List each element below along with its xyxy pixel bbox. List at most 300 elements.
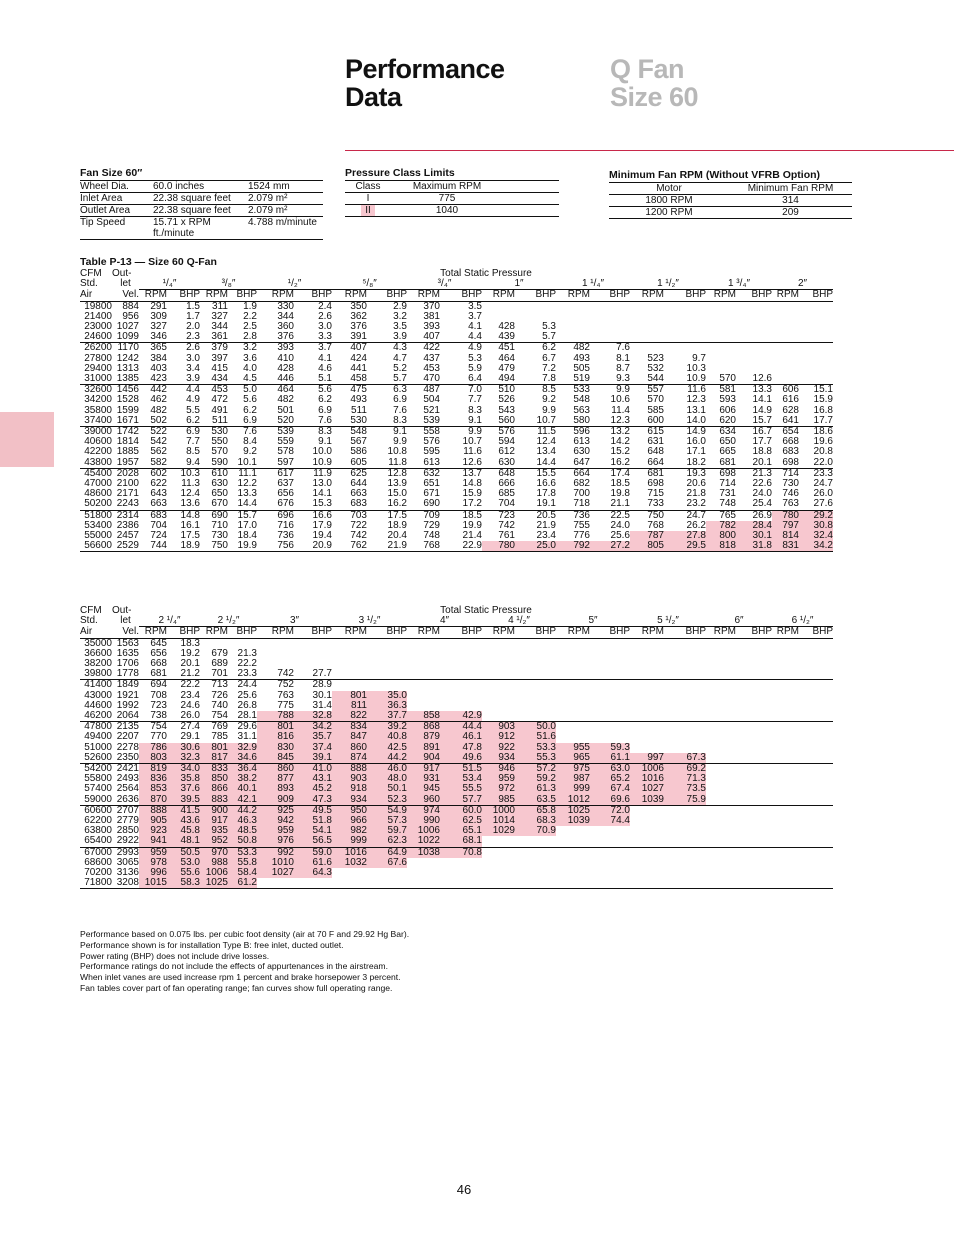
rpm-cell: 664 <box>647 456 664 468</box>
rpm-cell: 360 <box>277 321 294 333</box>
bhp-cell: 29.2 <box>799 510 833 521</box>
bhp-cell <box>440 669 482 680</box>
rpm-cell: 770 <box>150 731 167 743</box>
bhp-cell: 45.8 <box>167 826 200 836</box>
rpm-cell <box>772 805 799 816</box>
bhp-cell <box>664 312 706 322</box>
rpm-cell <box>706 836 736 847</box>
rpm-cell: 330 <box>277 300 294 312</box>
rpm-cell: 327 <box>150 321 167 333</box>
bhp-cell: 47.3 <box>294 795 332 806</box>
rpm-cell: 726 <box>211 689 228 701</box>
bhp-cell: 5.6 <box>294 385 332 396</box>
rpm-cell <box>706 732 736 742</box>
rpm-cell: 905 <box>139 816 167 826</box>
bhp-cell <box>515 691 556 701</box>
bhp-cell: 25.6 <box>237 689 257 701</box>
cfm-cell: 23000 <box>84 321 112 333</box>
rpm-cell: 576 <box>423 436 440 448</box>
pressure-header: ³/₄″ <box>407 279 482 290</box>
bhp-cell <box>590 322 630 332</box>
rpm-cell <box>407 659 440 669</box>
bhp-cell: 22.2 <box>237 658 257 670</box>
bhp-cell: 55.5 <box>440 784 482 794</box>
rpm-cell <box>706 659 736 669</box>
rpm-cell: 860 <box>332 743 367 753</box>
rpm-cell: 931 <box>407 774 440 784</box>
cfm-cell: 26200 <box>80 343 112 354</box>
rpm-cell <box>630 868 664 878</box>
rpm-cell <box>706 322 736 332</box>
fan-size-table <box>80 181 323 240</box>
rpm-cell <box>556 691 590 701</box>
bhp-cell <box>736 784 772 794</box>
rpm-cell: 622 <box>150 478 167 490</box>
bhp-cell <box>736 826 772 836</box>
rpm-cell <box>332 669 367 680</box>
rpm-cell: 291 <box>150 300 167 312</box>
rpm-cell: 668 <box>150 658 167 670</box>
cfm-cell: 47000 <box>84 478 112 490</box>
fan-size-cell: 1524 mm <box>248 181 323 193</box>
bhp-cell: 12.6 <box>752 373 772 385</box>
rpm-cell <box>630 659 664 669</box>
bhp-cell <box>799 774 833 784</box>
cfm-cell: 62200 <box>84 815 112 827</box>
rpm-cell: 504 <box>423 394 440 406</box>
rpm-cell: 632 <box>407 468 440 479</box>
bhp-cell: 45.2 <box>294 784 332 794</box>
bhp-cell: 11.6 <box>664 385 706 396</box>
bhp-cell <box>440 691 482 701</box>
bhp-cell: 74.4 <box>590 816 630 826</box>
cfm-cell: 27800 <box>84 352 112 364</box>
bhp-cell <box>799 312 833 322</box>
bhp-cell: 55.3 <box>515 753 556 764</box>
rpm-cell: 479 <box>498 362 515 374</box>
rpm-cell: 685 <box>498 488 515 500</box>
bhp-cell <box>440 659 482 669</box>
bhp-cell: 25.6 <box>610 530 630 542</box>
outlet-velocity-cell: 2564 <box>116 783 139 795</box>
bhp-cell: 50.5 <box>167 847 200 858</box>
bhp-cell: 28.4 <box>736 521 772 531</box>
bhp-cell: 12.3 <box>686 394 706 406</box>
bhp-cell: 67.6 <box>367 858 407 868</box>
rpm-header: RPM <box>257 290 294 301</box>
bhp-cell: 23.3 <box>799 468 833 479</box>
bhp-cell: 12.6 <box>462 456 482 468</box>
bhp-cell <box>664 691 706 701</box>
rpm-cell: 562 <box>150 446 167 458</box>
bhp-cell: 17.0 <box>237 519 257 531</box>
rpm-cell <box>407 858 440 868</box>
bhp-cell: 20.1 <box>752 456 772 468</box>
rpm-cell: 644 <box>350 478 367 490</box>
rpm-cell: 1038 <box>407 847 440 858</box>
bhp-cell <box>799 711 833 722</box>
cfm-cell: 55800 <box>84 773 112 785</box>
outlet-velocity-cell: 884 <box>122 300 139 312</box>
bhp-cell: 24.7 <box>664 510 706 521</box>
rpm-cell: 715 <box>647 488 664 500</box>
rpm-header: RPM <box>407 627 440 638</box>
rpm-cell: 860 <box>257 764 294 775</box>
rpm-cell: 834 <box>332 722 367 733</box>
bhp-cell <box>799 638 833 649</box>
rpm-cell: 689 <box>211 658 228 670</box>
rpm-cell <box>556 847 590 858</box>
outlet-velocity-cell: 2243 <box>116 498 139 510</box>
rpm-cell <box>706 868 736 878</box>
bhp-cell: 10.1 <box>237 456 257 468</box>
bhp-cell: 18.6 <box>799 427 833 438</box>
rpm-cell: 683 <box>350 498 367 510</box>
cfm-cell: 41400 <box>80 680 112 691</box>
rpm-cell: 698 <box>782 456 799 468</box>
rpm-cell <box>556 878 590 889</box>
rpm-cell <box>706 816 736 826</box>
bhp-cell: 12.2 <box>237 478 257 490</box>
bhp-cell: 11.4 <box>611 404 630 416</box>
rpm-cell <box>630 701 664 711</box>
rpm-cell: 866 <box>200 784 228 794</box>
rpm-cell <box>630 878 664 889</box>
rpm-cell: 925 <box>257 805 294 816</box>
cfm-cell: 32600 <box>80 385 112 396</box>
bhp-cell: 2.6 <box>167 343 200 354</box>
rpm-cell: 978 <box>139 858 167 868</box>
rpm-cell <box>482 638 515 649</box>
bhp-cell: 3.5 <box>393 321 407 333</box>
cfm-cell: 55000 <box>84 530 112 542</box>
cfm-cell: 24600 <box>84 331 112 343</box>
bhp-cell: 30.1 <box>736 531 772 541</box>
bhp-cell <box>736 680 772 691</box>
bhp-cell: 2.6 <box>318 310 332 322</box>
table-row <box>80 374 833 385</box>
bhp-header: BHP <box>228 627 257 638</box>
rpm-cell: 960 <box>407 795 440 806</box>
outlet-velocity-cell: 1706 <box>116 658 139 670</box>
outlet-velocity-cell: 2421 <box>112 764 139 775</box>
product-title <box>610 55 698 111</box>
bhp-cell: 18.8 <box>752 446 772 458</box>
rpm-cell: 379 <box>200 343 228 354</box>
footnote: Performance shown is for installation Type B: free inlet, ducted outlet. <box>80 939 344 950</box>
header-row <box>80 269 833 279</box>
rpm-cell: 976 <box>257 836 294 847</box>
bhp-cell: 8.5 <box>186 446 200 458</box>
bhp-cell <box>799 649 833 659</box>
rpm-cell: 533 <box>556 385 590 396</box>
bhp-cell: 13.3 <box>237 488 257 500</box>
bhp-cell <box>590 836 630 847</box>
table-row <box>80 795 833 806</box>
rpm-cell <box>706 332 736 343</box>
rpm-cell: 952 <box>200 836 228 847</box>
rpm-cell: 539 <box>423 414 440 426</box>
min-rpm-title: Minimum Fan RPM (Without VFRB Option) <box>609 168 852 183</box>
bhp-cell: 65.8 <box>515 805 556 816</box>
bhp-cell: 4.1 <box>318 352 332 364</box>
bhp-cell <box>515 711 556 722</box>
rpm-cell: 1010 <box>257 858 294 868</box>
bhp-cell <box>799 322 833 332</box>
rpm-cell: 748 <box>719 498 736 510</box>
rpm-cell: 309 <box>150 310 167 322</box>
rpm-cell: 464 <box>257 385 294 396</box>
rpm-cell <box>630 711 664 722</box>
rpm-cell <box>706 784 736 794</box>
rpm-cell: 755 <box>573 519 590 531</box>
bhp-cell <box>664 301 706 312</box>
rpm-cell: 580 <box>573 414 590 426</box>
bhp-cell: 47.8 <box>440 743 482 753</box>
bhp-header: BHP <box>590 627 630 638</box>
rpm-cell <box>706 764 736 775</box>
cfm-header: CFM <box>80 268 102 279</box>
rpm-cell: 548 <box>332 427 367 438</box>
rpm-cell: 742 <box>277 668 294 680</box>
bhp-cell: 5.9 <box>468 362 482 374</box>
bhp-cell <box>736 847 772 858</box>
rpm-cell: 1029 <box>482 826 515 836</box>
cfm-cell: 36600 <box>84 647 112 659</box>
fan-size-row <box>80 181 323 193</box>
rpm-cell: 681 <box>150 668 167 680</box>
rpm-cell <box>706 701 736 711</box>
rpm-cell <box>482 711 515 722</box>
bhp-cell <box>799 732 833 742</box>
rpm-cell: 567 <box>350 436 367 448</box>
bhp-cell <box>664 816 706 826</box>
rpm-cell: 666 <box>498 478 515 490</box>
cfm-cell: 67000 <box>80 847 112 858</box>
rpm-cell: 819 <box>139 764 167 775</box>
bhp-cell: 11.8 <box>388 456 407 468</box>
cfm-cell: 43800 <box>84 456 112 468</box>
rpm-cell: 950 <box>332 805 367 816</box>
rpm-cell <box>706 312 736 322</box>
bhp-header: BHP <box>664 290 706 301</box>
rpm-cell: 974 <box>407 805 440 816</box>
bhp-cell: 1.9 <box>243 300 257 312</box>
rpm-cell: 656 <box>150 647 167 659</box>
rpm-cell <box>630 322 664 332</box>
pressure-class-spacer <box>503 205 559 217</box>
bhp-cell <box>799 795 833 806</box>
bhp-cell <box>664 701 706 711</box>
bhp-cell: 10.9 <box>312 456 332 468</box>
rpm-cell: 446 <box>277 373 294 385</box>
bhp-cell: 61.6 <box>294 858 332 868</box>
pressure-class-cell: 775 <box>391 193 503 205</box>
pressure-header: ⁵/₈″ <box>332 279 407 290</box>
rpm-cell: 557 <box>630 385 664 396</box>
rpm-cell: 959 <box>257 826 294 836</box>
bhp-cell <box>590 858 630 868</box>
outlet-velocity-cell: 1313 <box>116 362 139 374</box>
rpm-cell <box>556 680 590 691</box>
bhp-cell: 34.6 <box>228 753 257 764</box>
outlet-velocity-cell: 1921 <box>116 689 139 701</box>
bhp-cell <box>664 858 706 868</box>
bhp-cell: 61.1 <box>590 753 630 764</box>
rpm-cell: 393 <box>257 343 294 354</box>
bhp-cell: 17.1 <box>686 446 706 458</box>
rpm-cell: 1039 <box>630 795 664 806</box>
bhp-header: BHP <box>167 290 200 301</box>
bhp-cell <box>799 701 833 711</box>
rpm-cell: 647 <box>573 456 590 468</box>
rpm-cell <box>706 301 736 312</box>
bhp-cell: 4.6 <box>318 362 332 374</box>
bhp-cell: 16.0 <box>686 436 706 448</box>
rpm-cell <box>772 364 799 374</box>
rpm-cell: 988 <box>200 858 228 868</box>
bhp-cell: 3.0 <box>186 352 200 364</box>
fan-size-cell: 22.38 square feet <box>153 205 248 217</box>
bhp-cell: 65.1 <box>440 826 482 836</box>
cfm-cell: 65400 <box>84 835 112 847</box>
rpm-cell: 736 <box>556 510 590 521</box>
bhp-cell: 18.5 <box>440 510 482 521</box>
bhp-cell: 21.1 <box>610 498 630 510</box>
rpm-cell: 762 <box>332 541 367 552</box>
rpm-cell: 403 <box>150 362 167 374</box>
fan-size-cell: Wheel Dia. <box>80 181 153 193</box>
bhp-cell: 9.2 <box>542 394 556 406</box>
rpm-cell: 428 <box>498 321 515 333</box>
rpm-cell: 543 <box>498 404 515 416</box>
rpm-cell <box>630 722 664 733</box>
rpm-cell <box>407 691 440 701</box>
bhp-cell: 7.6 <box>318 414 332 426</box>
bhp-cell <box>590 711 630 722</box>
bhp-cell: 3.9 <box>393 331 407 343</box>
bhp-cell: 4.0 <box>243 362 257 374</box>
rpm-cell: 606 <box>772 385 799 396</box>
rpm-cell <box>556 649 590 659</box>
cfm-cell: 56600 <box>80 541 112 552</box>
rpm-cell: 690 <box>200 510 228 521</box>
bhp-cell: 59.3 <box>590 743 630 753</box>
bhp-cell: 4.3 <box>367 343 407 354</box>
rpm-cell: 472 <box>211 394 228 406</box>
rpm-cell: 544 <box>647 373 664 385</box>
bhp-cell: 53.4 <box>440 774 482 784</box>
rpm-cell: 370 <box>423 300 440 312</box>
rpm-cell <box>630 332 664 343</box>
bhp-cell: 59.7 <box>367 826 407 836</box>
bhp-cell: 23.3 <box>237 668 257 680</box>
rpm-cell <box>630 301 664 312</box>
bhp-header: BHP <box>736 627 772 638</box>
bhp-cell: 36.3 <box>367 701 407 711</box>
bhp-cell: 17.5 <box>180 530 200 542</box>
rpm-cell: 874 <box>332 753 367 764</box>
rpm-cell: 376 <box>350 321 367 333</box>
rpm-cell: 613 <box>423 456 440 468</box>
bhp-cell: 8.3 <box>294 427 332 438</box>
rpm-cell <box>772 322 799 332</box>
rpm-cell: 769 <box>200 722 228 733</box>
bhp-cell <box>736 711 772 722</box>
rpm-cell <box>772 868 799 878</box>
bhp-cell: 5.1 <box>318 373 332 385</box>
bhp-cell: 27.6 <box>813 498 833 510</box>
bhp-cell: 13.2 <box>590 427 630 438</box>
bhp-cell: 26.0 <box>813 488 833 500</box>
outlet-velocity-cell: 1957 <box>116 456 139 468</box>
rpm-cell: 750 <box>200 541 228 552</box>
rpm-cell <box>630 847 664 858</box>
bhp-header: BHP <box>799 627 833 638</box>
bhp-cell <box>515 680 556 691</box>
bhp-cell: 71.3 <box>664 774 706 784</box>
outlet-velocity-cell: 3136 <box>116 867 139 879</box>
rpm-cell: 877 <box>257 774 294 784</box>
pressure-class-label: I <box>366 193 370 204</box>
rpm-cell: 1014 <box>482 816 515 826</box>
bhp-header: BHP <box>228 290 257 301</box>
rpm-cell: 763 <box>277 689 294 701</box>
bhp-cell: 16.6 <box>536 478 556 490</box>
bhp-cell: 22.9 <box>440 541 482 552</box>
bhp-cell <box>799 858 833 868</box>
bhp-cell <box>799 669 833 680</box>
pressure-header: 1 ¹/₂″ <box>630 279 706 290</box>
bhp-cell <box>590 868 630 878</box>
bhp-cell <box>367 659 407 669</box>
fan-size-spec <box>80 166 323 240</box>
rpm-cell <box>706 354 736 364</box>
bhp-cell: 46.1 <box>440 732 482 742</box>
rpm-cell: 792 <box>556 541 590 552</box>
bhp-cell: 64.3 <box>294 868 332 878</box>
bhp-cell: 15.1 <box>799 385 833 396</box>
rpm-cell: 912 <box>482 732 515 742</box>
rpm-cell: 704 <box>150 519 167 531</box>
bhp-cell <box>664 826 706 836</box>
rpm-cell: 742 <box>498 519 515 531</box>
rpm-cell: 785 <box>211 731 228 743</box>
rpm-cell <box>772 784 799 794</box>
bhp-cell <box>664 711 706 722</box>
product-title-line-2: Size 60 <box>610 82 699 112</box>
rpm-cell: 410 <box>277 352 294 364</box>
bhp-cell: 14.0 <box>686 414 706 426</box>
bhp-cell: 19.6 <box>813 436 833 448</box>
rpm-cell: 1027 <box>630 784 664 794</box>
bhp-cell <box>515 649 556 659</box>
bhp-cell: 32.9 <box>228 743 257 753</box>
outlet-velocity-cell: 1170 <box>112 343 139 354</box>
rpm-cell: 327 <box>211 310 228 322</box>
rpm-cell <box>630 649 664 659</box>
pressure-class-header: Class <box>345 181 391 193</box>
bhp-cell: 3.0 <box>318 321 332 333</box>
rpm-cell <box>556 638 590 649</box>
table-row <box>80 836 833 847</box>
bhp-cell: 44.2 <box>367 753 407 764</box>
cfm-cell: 63800 <box>84 825 112 837</box>
rpm-cell: 464 <box>498 352 515 364</box>
rpm-cell: 1032 <box>332 858 367 868</box>
bhp-cell: 21.3 <box>237 647 257 659</box>
rpm-cell: 982 <box>332 826 367 836</box>
